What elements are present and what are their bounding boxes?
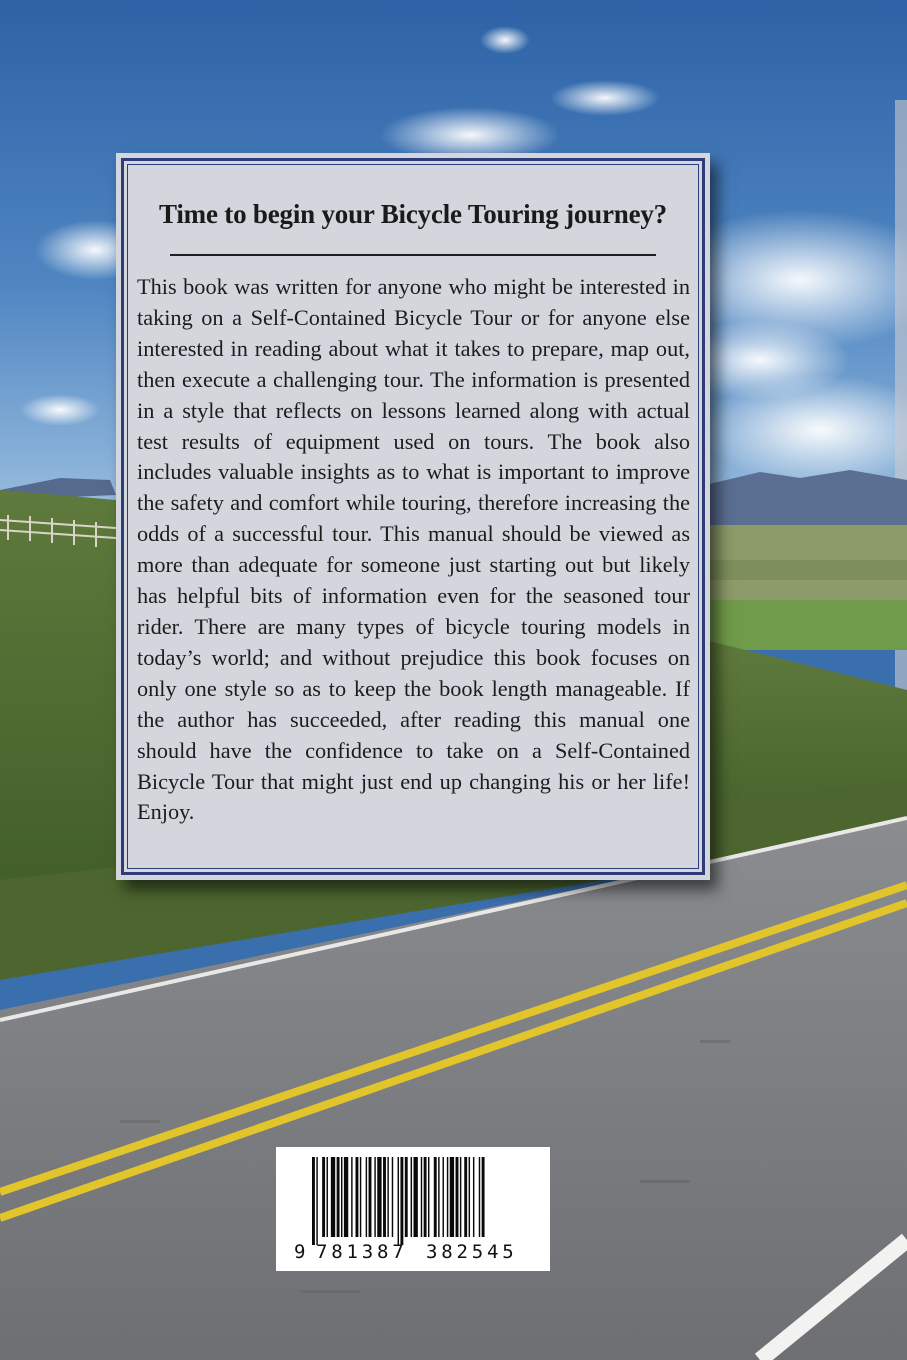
barcode-bar [460,1157,461,1237]
barcode-lead-digit: 9 [294,1241,306,1263]
barcode-bar [411,1157,412,1237]
barcode-bar [341,1157,342,1237]
title-divider [170,254,656,256]
barcode-digit-group-1: 781387 [316,1241,408,1263]
blurb-body-text: This book was written for anyone who might be interested in taking on a Self-Contained Bicycle Tour or for anyone else interested in reading about what it takes to prepare, map out, then execute a challenging tour. The information is presented in a style that reflects on lessons learned along with actual test results of equipment used on tours. The book also includes valuable insights as to what is important to improve the safety and comfort while touring, therefore increasing the odds of a successful tour. This manual should be viewed as more than adequate for someone just starting out but likely has helpful bits of information even for the seasoned tour rider. There are many types of bicycle touring models in today’s world; and without prejudice this book focuses on only one style so as to keep the book length manageable. If the author has succeeded, after reading this manual one should have the confidence to take on a Self-Contained Bicycle Tour that might just end up changing his or her life! Enjoy. [137,274,690,825]
barcode-bar [421,1157,422,1237]
barcode-bar [331,1157,335,1237]
barcode-bar [405,1157,408,1237]
barcode-bar [464,1157,467,1237]
blurb-title: Time to begin your Bicycle Touring journey? [159,199,667,229]
barcode-bar [424,1157,427,1237]
barcode-bar [400,1157,403,1245]
barcode-bar [479,1157,480,1237]
barcode-bar [469,1157,470,1237]
barcode-bar [360,1157,361,1237]
barcode-bar [312,1157,315,1245]
barcode-bar [443,1157,444,1237]
barcode-bar [356,1157,359,1237]
barcode-bar [383,1157,386,1237]
barcode-bar [351,1157,352,1237]
back-cover-blurb-panel [116,153,710,880]
barcode-bar [428,1157,429,1237]
barcode-bar [374,1157,375,1237]
barcode-bar [414,1157,418,1237]
barcode-bar [392,1157,393,1237]
barcode-bar [438,1157,439,1237]
barcode-bar [366,1157,367,1237]
isbn-barcode [276,1147,550,1271]
barcode-digit-group-2: 382545 [426,1241,518,1263]
barcode-bar [369,1157,372,1237]
barcode-bar [322,1157,325,1237]
barcode-bar [450,1157,454,1237]
barcode-bar [344,1157,348,1237]
barcode-bar [387,1157,388,1237]
barcode-bar [434,1157,437,1237]
barcode-bar [482,1157,485,1237]
barcode-bar [447,1157,448,1237]
barcode-bar [316,1157,317,1245]
barcode-bar [377,1157,381,1237]
barcode-bar [337,1157,340,1237]
barcode-bar [473,1157,474,1237]
barcode-bar [398,1157,399,1245]
barcode-bar [456,1157,459,1237]
barcode-bar [327,1157,328,1237]
